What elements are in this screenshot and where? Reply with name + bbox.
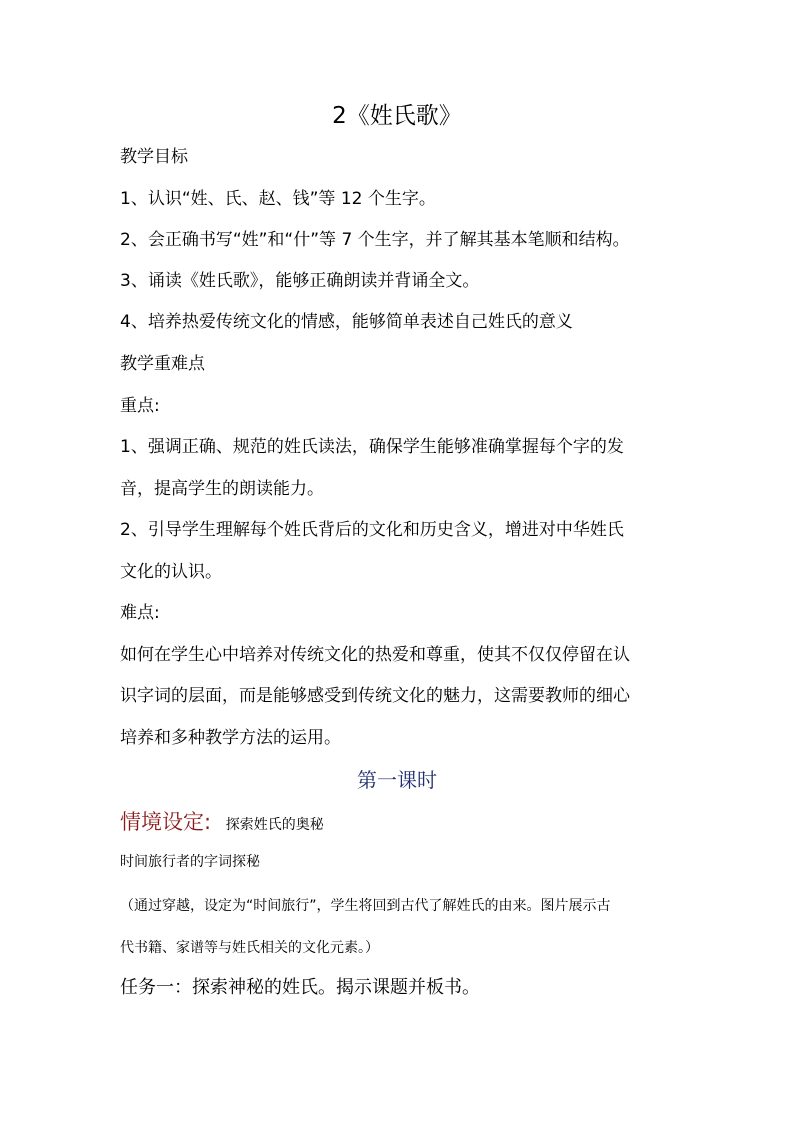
objective-item: 4、培养热爱传统文化的情感，能够简单表述自己姓氏的意义 xyxy=(120,312,573,332)
difficulty-text-line: 培养和多种教学方法的运用。 xyxy=(120,728,341,748)
focus-label: 重点: xyxy=(120,396,160,416)
focus-item-line: 音，提高学生的朗读能力。 xyxy=(120,479,324,499)
objective-item: 1、认识“姓、氏、赵、钱”等 12 个生字。 xyxy=(120,189,436,209)
difficulty-text-line: 识字词的层面，而是能够感受到传统文化的魅力，这需要教师的细心 xyxy=(120,686,630,706)
scenario-label: 情境设定: xyxy=(120,810,212,834)
focus-item-line: 文化的认识。 xyxy=(120,562,222,582)
objective-item: 3、诵读《姓氏歌》，能够正确朗读并背诵全文。 xyxy=(120,271,480,291)
task-one: 任务一：探索神秘的姓氏。揭示课题并板书。 xyxy=(120,977,480,998)
keypoints-heading: 教学重难点 xyxy=(120,354,205,374)
scenario-note-line: （通过穿越，设定为“时间旅行”，学生将回到古代了解姓氏的由来。图片展示古 xyxy=(120,898,611,914)
difficulty-label: 难点: xyxy=(120,603,160,623)
objectives-heading: 教学目标 xyxy=(120,147,188,167)
scenario-title: 探索姓氏的奥秘 xyxy=(225,817,324,833)
lesson-heading: 第一课时 xyxy=(357,768,437,792)
document-title: 2《姓氏歌》 xyxy=(332,103,462,129)
scenario-note-line: 代书籍、家谱等与姓氏相关的文化元素。） xyxy=(120,940,379,956)
difficulty-text-line: 如何在学生心中培养对传统文化的热爱和尊重，使其不仅仅停留在认 xyxy=(120,645,630,665)
scenario-line xyxy=(120,808,324,839)
focus-item-line: 1、强调正确、规范的姓氏读法，确保学生能够准确掌握每个字的发 xyxy=(120,437,624,457)
scenario-subtitle: 时间旅行者的字词探秘 xyxy=(120,854,260,870)
objective-item: 2、会正确书写“姓”和“什”等 7 个生字，并了解其基本笔顺和结构。 xyxy=(120,230,630,250)
focus-item-line: 2、引导学生理解每个姓氏背后的文化和历史含义，增进对中华姓氏 xyxy=(120,520,624,540)
